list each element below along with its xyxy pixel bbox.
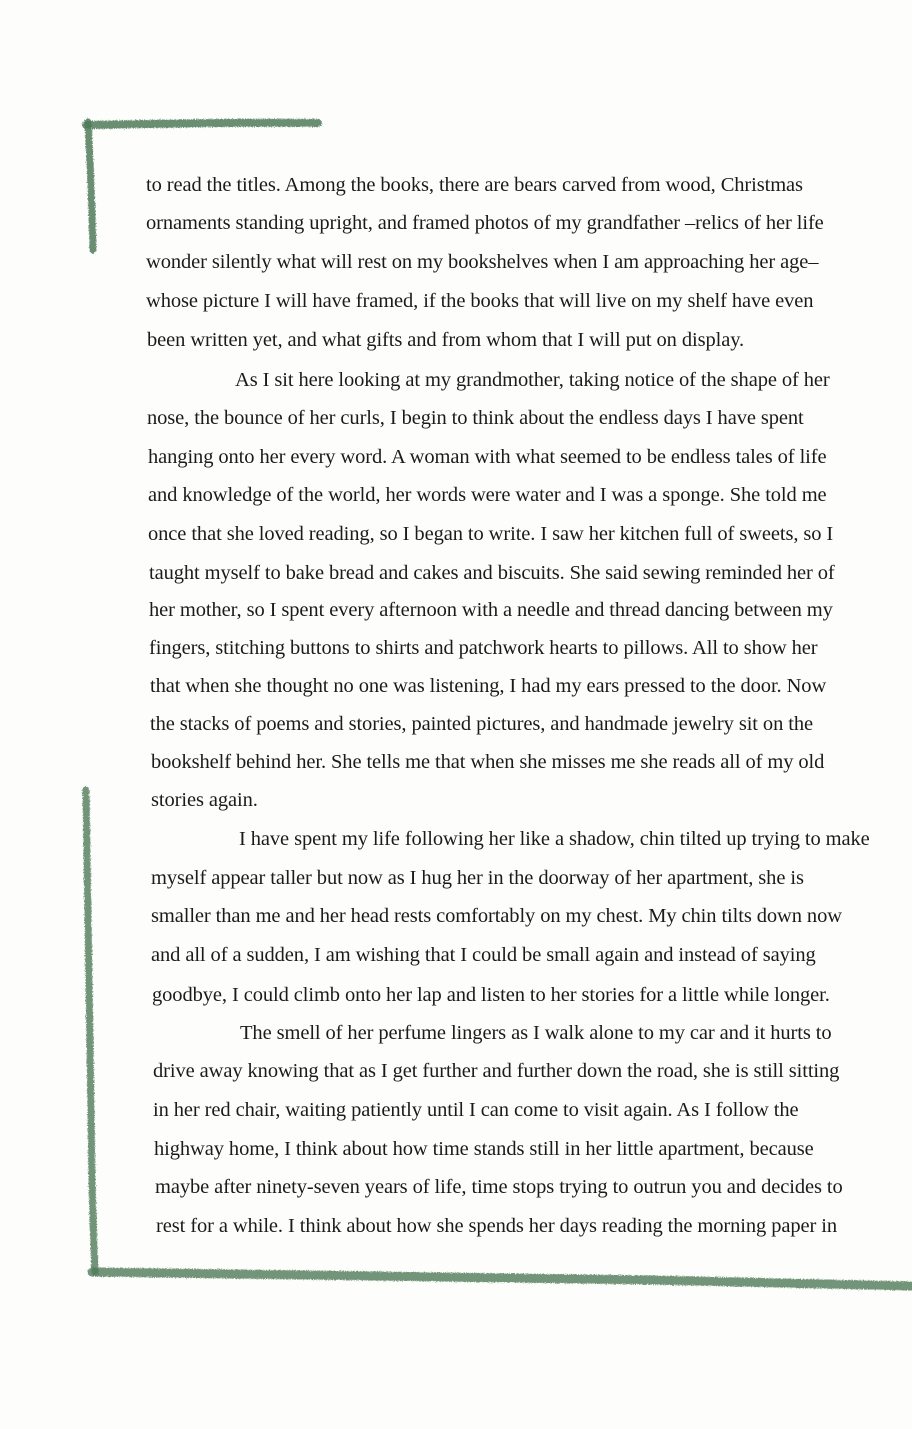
text-line: once that she loved reading, so I began to write. I saw her kitchen full of sweets, so I: [148, 523, 834, 545]
text-line: drive away knowing that as I get further and further down the road, she is still sitting: [153, 1060, 840, 1082]
text-line: her mother, so I spent every afternoon with a needle and thread dancing between my: [149, 599, 833, 621]
text-line: ornaments standing upright, and framed photos of my grandfather –relics of her life: [146, 212, 824, 234]
text-line: the stacks of poems and stories, painted pictures, and handmade jewelry sit on the: [150, 713, 813, 735]
text-line: highway home, I think about how time stands still in her little apartment, because: [154, 1138, 814, 1160]
text-line: I have spent my life following her like a shadow, chin tilted up trying to make: [239, 828, 870, 850]
text-line: to read the titles. Among the books, there are bears carved from wood, Christmas: [146, 174, 803, 196]
marker-left-top-stroke: [88, 122, 93, 250]
text-line: wonder silently what will rest on my bookshelves when I am approaching her age–: [146, 251, 819, 273]
text-line: and all of a sudden, I am wishing that I could be small again and instead of saying: [151, 944, 816, 966]
text-line: smaller than me and her head rests comfortably on my chest. My chin tilts down now: [151, 905, 842, 927]
text-line: that when she thought no one was listening, I had my ears pressed to the door. Now: [150, 675, 827, 697]
text-line: The smell of her perfume lingers as I walk alone to my car and it hurts to: [240, 1022, 832, 1044]
text-line: hanging onto her every word. A woman with what seemed to be endless tales of life: [148, 446, 827, 468]
text-line: taught myself to bake bread and cakes and biscuits. She said sewing reminded her of: [149, 562, 835, 584]
text-line: rest for a while. I think about how she spends her days reading the morning paper in: [156, 1215, 838, 1237]
text-line: stories again.: [151, 789, 258, 811]
marker-bottom-stroke: [92, 1272, 912, 1286]
text-line: whose picture I will have framed, if the books that will live on my shelf have even: [146, 290, 814, 312]
text-line: in her red chair, waiting patiently until I can come to visit again. As I follow the: [153, 1099, 799, 1121]
marker-top-stroke: [86, 123, 318, 125]
text-line: and knowledge of the world, her words were water and I was a sponge. She told me: [148, 484, 827, 506]
text-line: maybe after ninety-seven years of life, time stops trying to outrun you and decides to: [155, 1176, 843, 1198]
text-line: fingers, stitching buttons to shirts and patchwork hearts to pillows. All to show her: [149, 637, 818, 659]
text-line: been written yet, and what gifts and from whom that I will put on display.: [147, 329, 745, 351]
text-line: goodbye, I could climb onto her lap and listen to her stories for a little while longer.: [152, 984, 830, 1006]
text-line: As I sit here looking at my grandmother, taking notice of the shape of her: [235, 369, 830, 391]
text-line: nose, the bounce of her curls, I begin to think about the endless days I have spent: [147, 407, 804, 429]
marker-left-bottom-stroke: [86, 790, 95, 1272]
text-line: myself appear taller but now as I hug her in the doorway of her apartment, she is: [151, 867, 804, 889]
text-line: bookshelf behind her. She tells me that when she misses me she reads all of my old: [151, 751, 825, 773]
